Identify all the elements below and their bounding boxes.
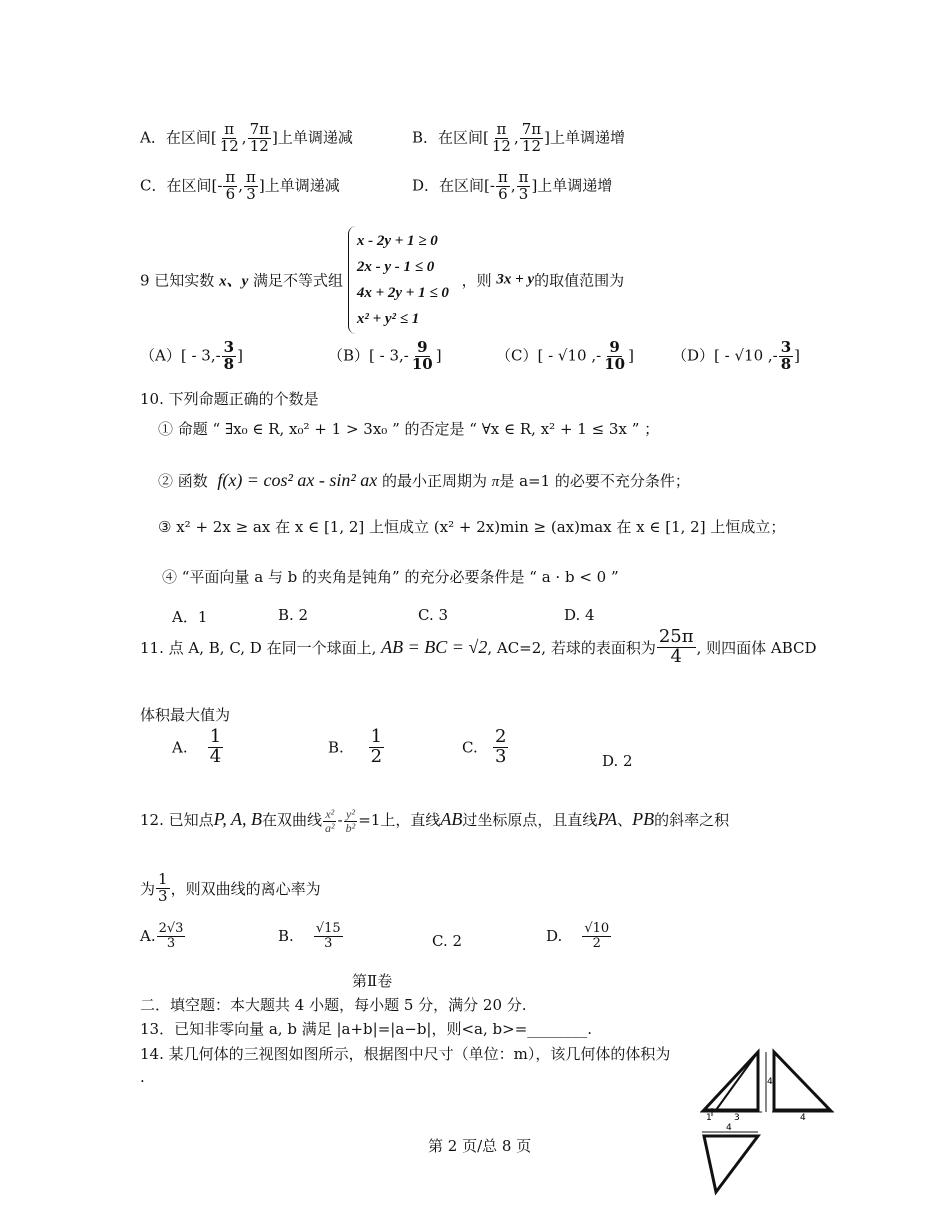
q9-question: 9 已知实数 x、y 满足不等式组 x - 2y + 1 ≥ 0 2x - y - 1 ≤ 0 4x + 2y + 1 ≤ 0 x² + y² ≤ 1 ，则 3x + y的取值范围为 [140,226,624,334]
q12-option-c: C. 2 [432,932,463,950]
dim-1: 1 [706,1113,712,1123]
q11-option-d: D. 2 [602,752,633,770]
q14-question: 14. 某几何体的三视图如图所示，根据图中尺寸（单位：m），该几何体的体积为 [140,1045,671,1063]
q14-trailing-dot: . [140,1068,145,1086]
q13-question: 13．已知非零向量 a, b 满足 |a+b|=|a−b|，则<a, b>=________. [140,1020,593,1038]
q9-option-d: （D）[ - √10 ,- $\frac{3}{8}$ ] [672,338,801,373]
top-view [702,1123,758,1192]
q10-statement-4: ④ “平面向量 a 与 b 的夹角是钝角” 的充分必要条件是 “ a · b < 0 ” [162,568,619,586]
q10-statement-3: ③ x² + 2x ≥ ax 在 x ∈ [1, 2] 上恒成立 (x² + 2x)min ≥ (ax)max 在 x ∈ [1, 2] 上恒成立； [158,518,786,536]
q8-option-b: B．在区间[ $\frac{\pi}{12}$ , $\frac{7\pi}{12}$ ]上单调递增 [412,120,626,155]
q12-option-b: B. $\frac{√15}{3}$ [278,921,341,951]
section-heading: 二．填空题：本大题共 4 小题，每小题 5 分，满分 20 分. [140,996,527,1014]
q10-option-b: B. 2 [278,606,309,624]
q11-option-c: C. $\frac{2}{3}$ [462,726,507,767]
q11-question-line2: 体积最大值为 [140,706,231,724]
three-view-figure [696,1048,836,1198]
q8-option-d: D．在区间[- $\frac{\pi}{6}$ , $\frac{\pi}{3}$ ]上单调递增 [412,168,613,203]
q9-option-c: （C）[ - √10 ,- $\frac{9}{10}$ ] [496,338,634,373]
q10-option-a: A．1 [172,608,208,626]
side-view [766,1052,834,1123]
q10-statement-1: ① 命题 “ ∃x₀ ∈ R, x₀² + 1 > 3x₀ ” 的否定是 “ ∀x ∈ R, x² + 1 ≤ 3x ” ； [158,420,660,438]
q9-option-a: （A）[ - 3,- $\frac{3}{8}$ ] [140,338,243,373]
q11-option-b: B. $\frac{1}{2}$ [328,726,383,767]
q12-question: 12. 已知点P, A, B在双曲线 $\frac{\text{x²}}{\text{a²}}$ - $\frac{\text{y²}}{\text{b²}}$ =1上，直线AB过坐标原点，且直线PA、PB的斜率之积 [140,807,730,835]
front-view [700,1052,762,1123]
q12-question-line2: 为 $\frac{1}{3}$ ，则双曲线的离心率为 [140,870,321,905]
q11-question: 11. 点 A, B, C, D 在同一个球面上, AB = BC = √2, AC=2, 若球的表面积为 $\frac{25\pi}{4}$ , 则四面体 ABCD [140,626,817,667]
dim-4-top: 4 [726,1123,732,1133]
dim-3: 3 [734,1113,740,1123]
q12-option-d: D. $\frac{√10}{2}$ [546,921,610,951]
q10-title: 10. 下列命题正确的个数是 [140,390,319,408]
q8-option-a: A．在区间[ $\frac{\pi}{12}$ , $\frac{7\pi}{12}$ ]上单调递减 [140,120,353,155]
q8-option-c: C．在区间[- $\frac{\pi}{6}$ , $\frac{\pi}{3}$ ]上单调递减 [140,168,340,203]
dim-4-width: 4 [800,1113,806,1123]
q9-option-b: （B）[ - 3,- $\frac{9}{10}$ ] [328,338,442,373]
q10-option-c: C. 3 [418,606,449,624]
q11-option-a: A. $\frac{1}{4}$ [172,726,222,767]
inequality-system: x - 2y + 1 ≥ 0 2x - y - 1 ≤ 0 4x + 2y + 1 ≤ 0 x² + y² ≤ 1 [348,226,457,334]
dim-4-height: 4 [767,1077,773,1087]
q10-statement-2: ② 函数 f(x) = cos² ax - sin² ax 的最小正周期为 π是 a=1 的必要不充分条件； [158,470,690,490]
part-2-heading: 第Ⅱ卷 [352,972,393,990]
q10-option-d: D. 4 [564,606,595,624]
page-footer: 第 2 页/总 8 页 [428,1137,532,1155]
q12-option-a: A. $\frac{2√3}{3}$ [140,921,184,951]
